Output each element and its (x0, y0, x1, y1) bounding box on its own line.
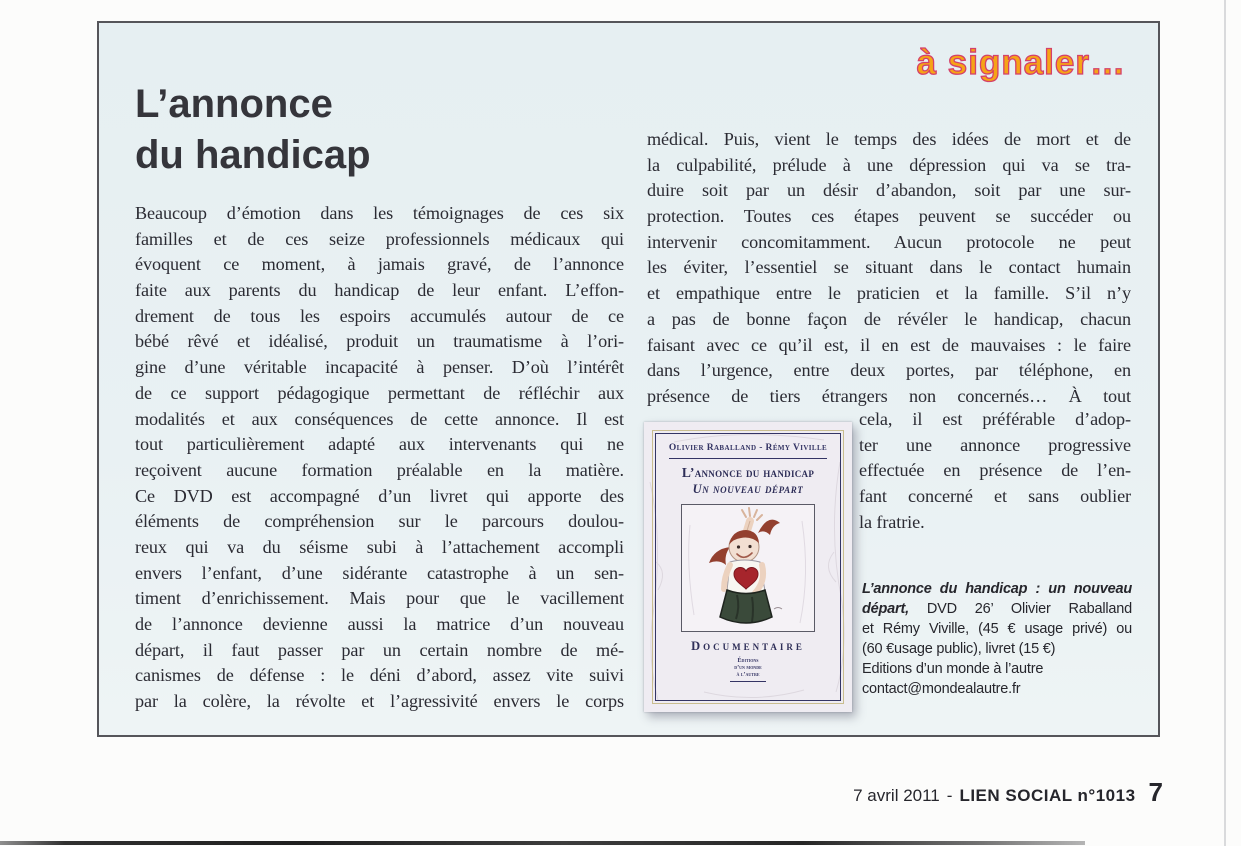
section-label: à signaler… (916, 43, 1126, 82)
caption-line: et Rémy Viville, (45 € usage privé) ou (862, 621, 1132, 637)
text-line: duire soit par un désir d’abandon, soit par une sur- (647, 180, 1131, 201)
article-right-column (647, 127, 1131, 410)
dvd-title: L’annonce du handicap (681, 465, 815, 480)
scan-artifact-right (1224, 0, 1226, 846)
dvd-cover (644, 422, 852, 712)
text-line: dans l’urgence, entre deux portes, par téléphone, en (647, 360, 1131, 381)
text-line: protection. Toutes ces étapes peuvent se succéder ou (647, 206, 1131, 227)
text-line: la culpabilité, prélude à une dépression qui va se tra- (647, 154, 1131, 175)
text-line: envers l’enfant, d’une sidérante catastrophe à un sen- (135, 562, 624, 583)
cover-divider (669, 458, 827, 459)
caption-line: (60 €usage public), livret (15 €) (862, 641, 1056, 657)
scan-artifact-bottom (0, 841, 1085, 845)
text-line: drement de tous les espoirs accumulés autour de ce (135, 305, 624, 326)
text-line: reçoivent aucune formation préalable en la matière. (135, 459, 624, 480)
page-title (135, 79, 371, 181)
dvd-caption (862, 579, 1132, 699)
page-number: 7 (1148, 777, 1163, 807)
cover-inner-border (655, 433, 841, 701)
article-panel (97, 21, 1160, 737)
caption-title-bold: L’annonce du handicap : un nouveau (862, 581, 1132, 597)
article-left-column (135, 201, 624, 715)
text-line: faite aux parents du handicap de leur enfant. L’effon- (135, 280, 624, 301)
text-line: tout particulièrement adapté aux intervenants qui ne (135, 434, 624, 455)
text-line: modalités et aux conséquences de cette annonce. Il est (135, 408, 624, 429)
article-wrap-column (859, 407, 1131, 535)
text-line: de ce support pédagogique permettant de réfléchir aux (135, 382, 624, 403)
dvd-authors: Olivier Raballand - Rémy Viville (668, 443, 828, 453)
text-line: bébé rêvé et idéalisé, produit un traumatisme à l’ori- (135, 331, 624, 352)
caption-publisher: Editions d’un monde à l’autre (862, 661, 1044, 677)
caption-title-bold: départ, (862, 601, 909, 617)
text-line: familles et de ces seize professionnels médicaux qui (135, 228, 624, 249)
publisher-line-3: à l’autre (736, 672, 760, 678)
text-line: fant concerné et sans oublier (859, 486, 1131, 507)
footer-separator: - (946, 786, 953, 805)
illustration-frame (681, 504, 815, 632)
text-line: médical. Puis, vient le temps des idées de mort et de (647, 129, 1131, 149)
footer-date: 7 avril 2011 (853, 786, 940, 805)
text-line: évoquent ce moment, à jamais gravé, de l’annonce (135, 254, 624, 275)
text-line: reux qui va du séisme subi à l’attachement accompli (135, 536, 624, 557)
title-line-1: L’annonce (135, 82, 333, 126)
dvd-genre: Documentaire (691, 639, 805, 653)
text-line: par la colère, la révolte et l’agressivité envers le corps (135, 691, 624, 712)
text-line: et empathique entre le praticien et la famille. S’il n’y (647, 283, 1131, 304)
text-line: timent d’enrichissement. Mais pour que le vacillement (135, 588, 624, 609)
publisher-line-2: d’un monde (734, 665, 762, 671)
caption-line (862, 579, 1132, 599)
text-line: gine d’une véritable incapacité à penser. D’où l’intérêt (135, 357, 624, 378)
text-line: Ce DVD est accompagné d’un livret qui apporte des (135, 485, 624, 506)
text-line: départ, il faut passer par un certain nombre de mé- (135, 639, 624, 660)
title-line-2: du handicap (135, 133, 371, 177)
text-line: cela, il est préférable d’adop- (859, 409, 1131, 429)
text-line: éléments de compréhension sur le parcours doulou- (135, 511, 624, 532)
text-line: intervenir concomitamment. Aucun protocole ne peut (647, 231, 1131, 252)
text-line: ter une annonce progressive (859, 434, 1131, 455)
caption-text: DVD 26’ Olivier Raballand (908, 601, 1132, 617)
girl-illustration (682, 505, 814, 631)
footer-magazine: LIEN SOCIAL n°1013 (959, 786, 1136, 805)
text-line: faisant avec ce qu’il est, il en est de mauvaises : le faire (647, 334, 1131, 355)
text-line: canismes de défense : le déni d’abord, assez vite suivi (135, 665, 624, 686)
text-line: la fratrie. (859, 511, 925, 532)
text-line: a pas de bonne façon de révéler le handicap, chacun (647, 308, 1131, 329)
caption-email: contact@mondealautre.fr (862, 681, 1021, 697)
text-line: effectuée en présence de l’en- (859, 460, 1131, 481)
publisher-logo (730, 658, 766, 682)
text-line: de l’annonce devienne aussi la matrice d’un nouveau (135, 614, 624, 634)
text-line: les éviter, l’essentiel se situant dans le contact humain (647, 257, 1131, 278)
page-footer (0, 777, 1163, 808)
publisher-line-1: Éditions (737, 658, 759, 664)
dvd-subtitle: Un nouveau départ (692, 482, 804, 496)
text-line: Beaucoup d’émotion dans les témoignages de ces six (135, 203, 624, 223)
text-line: présence de tiers étrangers non concernés… À tout (647, 385, 1131, 406)
caption-line (862, 599, 1132, 619)
